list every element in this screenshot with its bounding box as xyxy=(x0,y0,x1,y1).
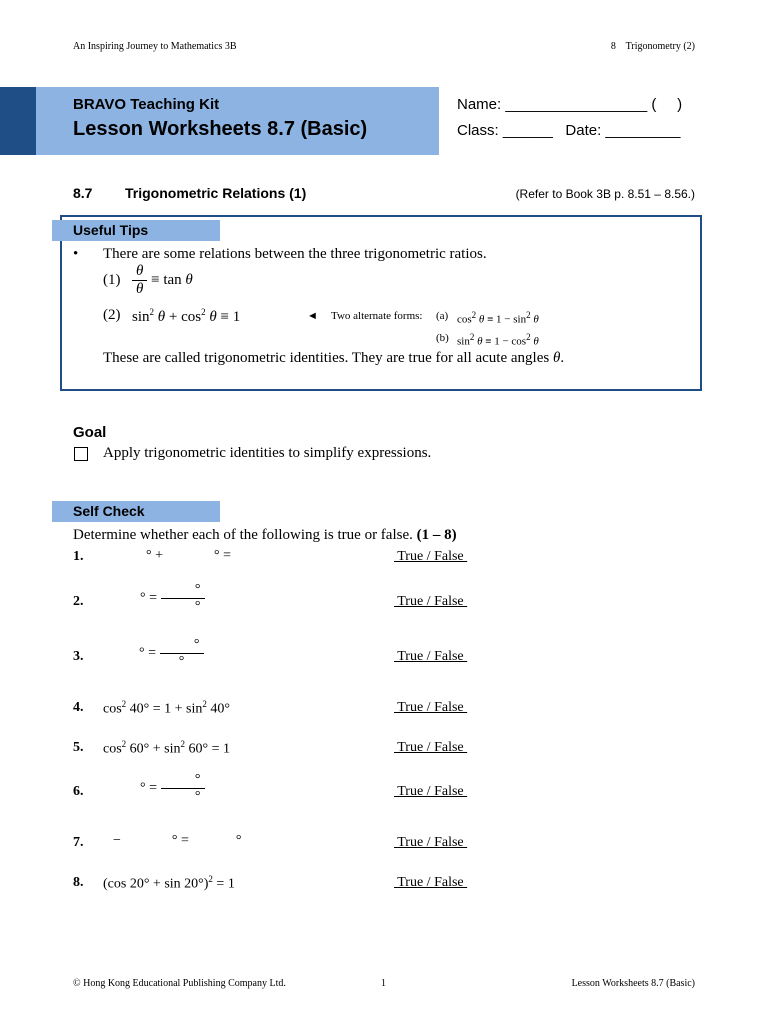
question-8-number: 8. xyxy=(73,875,84,890)
section-title: Trigonometric Relations (1) xyxy=(125,185,307,201)
question-2-answer[interactable]: True / False xyxy=(394,594,468,609)
question-2-number: 2. xyxy=(73,594,84,609)
question-2-expression: ° = $\frac{^\circ}{^\circ}$ xyxy=(140,582,205,615)
alternate-form-b-label: (b) xyxy=(436,332,449,344)
identity-2: $\sin^2 \theta + \cos^2 \theta \equiv 1$ xyxy=(132,307,241,325)
question-1-expression: ° + ° = xyxy=(146,548,232,563)
tips-label: Useful Tips xyxy=(52,220,220,241)
goal-label: Goal xyxy=(73,424,107,441)
question-4-answer[interactable]: True / False xyxy=(394,700,468,715)
identity-1-numerator: θ xyxy=(132,263,147,281)
identity-1-theta: θ xyxy=(185,271,193,288)
book-reference: (Refer to Book 3B p. 8.51 – 8.56.) xyxy=(515,187,695,201)
identity-2-number: (2) xyxy=(103,307,121,323)
book-title: An Inspiring Journey to Mathematics 3B xyxy=(73,41,237,52)
goal-text: Apply trigonometric identities to simplify expressions. xyxy=(103,445,432,461)
tips-outro: These are called trigonometric identities. They are true for all acute angles θ. xyxy=(103,350,565,366)
alternate-forms-label: Two alternate forms: xyxy=(331,310,423,322)
question-5-answer[interactable]: True / False xyxy=(394,740,468,755)
question-5-number: 5. xyxy=(73,740,84,755)
kit-name: BRAVO Teaching Kit xyxy=(73,96,220,113)
alternate-form-b: $\sin^2 \theta \equiv 1 - \cos^2 \theta$ xyxy=(457,332,539,348)
question-1-number: 1. xyxy=(73,549,84,564)
question-6-expression: ° = $\frac{^\circ}{^\circ}$ xyxy=(140,772,205,805)
arrow-left-icon: ◄ xyxy=(307,310,318,322)
identity-1-denominator: θ xyxy=(136,281,144,297)
question-5-expression: $\cos^2 60^\circ + \sin^2 60^\circ = 1$ xyxy=(103,739,231,757)
class-date-field[interactable]: Class: ______ Date: _________ xyxy=(457,122,681,139)
section-number: 8.7 xyxy=(73,185,93,201)
chapter-title: 8 Trigonometry (2) xyxy=(610,41,695,52)
tips-intro: There are some relations between the three trigonometric ratios. xyxy=(103,246,487,262)
name-field[interactable]: Name: _________________ ( ) xyxy=(457,96,683,113)
question-8-answer[interactable]: True / False xyxy=(394,875,468,890)
lesson-title: Lesson Worksheets 8.7 (Basic) xyxy=(73,118,368,140)
title-tab xyxy=(0,87,36,155)
question-7-number: 7. xyxy=(73,835,84,850)
question-4-number: 4. xyxy=(73,700,84,715)
question-3-answer[interactable]: True / False xyxy=(394,649,468,664)
question-3-expression: ° = $\frac{^\circ}{^\circ}$ xyxy=(139,637,204,670)
self-check-label: Self Check xyxy=(52,501,220,522)
question-7-expression: − ° = ° xyxy=(113,833,242,848)
identity-1 xyxy=(132,263,193,298)
identity-1-number: (1) xyxy=(103,272,121,288)
question-3-number: 3. xyxy=(73,649,84,664)
self-check-instruction: Determine whether each of the following is true or false. (1 – 8) xyxy=(73,527,457,543)
footer-copyright: © Hong Kong Educational Publishing Company Ltd. xyxy=(73,978,286,989)
identity-1-rhs: ≡ tan xyxy=(151,271,182,288)
tips-bullet: • xyxy=(73,246,79,262)
question-6-answer[interactable]: True / False xyxy=(394,784,468,799)
question-8-expression: (cos 20° + sin 20°)$^2$ = 1 xyxy=(103,874,235,892)
alternate-form-a-label: (a) xyxy=(436,310,449,322)
alternate-form-a: $\cos^2 \theta \equiv 1 - \sin^2 \theta$ xyxy=(457,310,539,326)
question-1-answer[interactable]: True / False xyxy=(394,549,468,564)
question-7-answer[interactable]: True / False xyxy=(394,835,468,850)
goal-checkbox[interactable] xyxy=(74,447,88,461)
footer-page-number: 1 xyxy=(381,978,386,989)
footer-title: Lesson Worksheets 8.7 (Basic) xyxy=(571,978,695,989)
question-6-number: 6. xyxy=(73,784,84,799)
question-4-expression: $\cos^2 40^\circ = 1 + \sin^2 40^\circ$ xyxy=(103,699,231,717)
